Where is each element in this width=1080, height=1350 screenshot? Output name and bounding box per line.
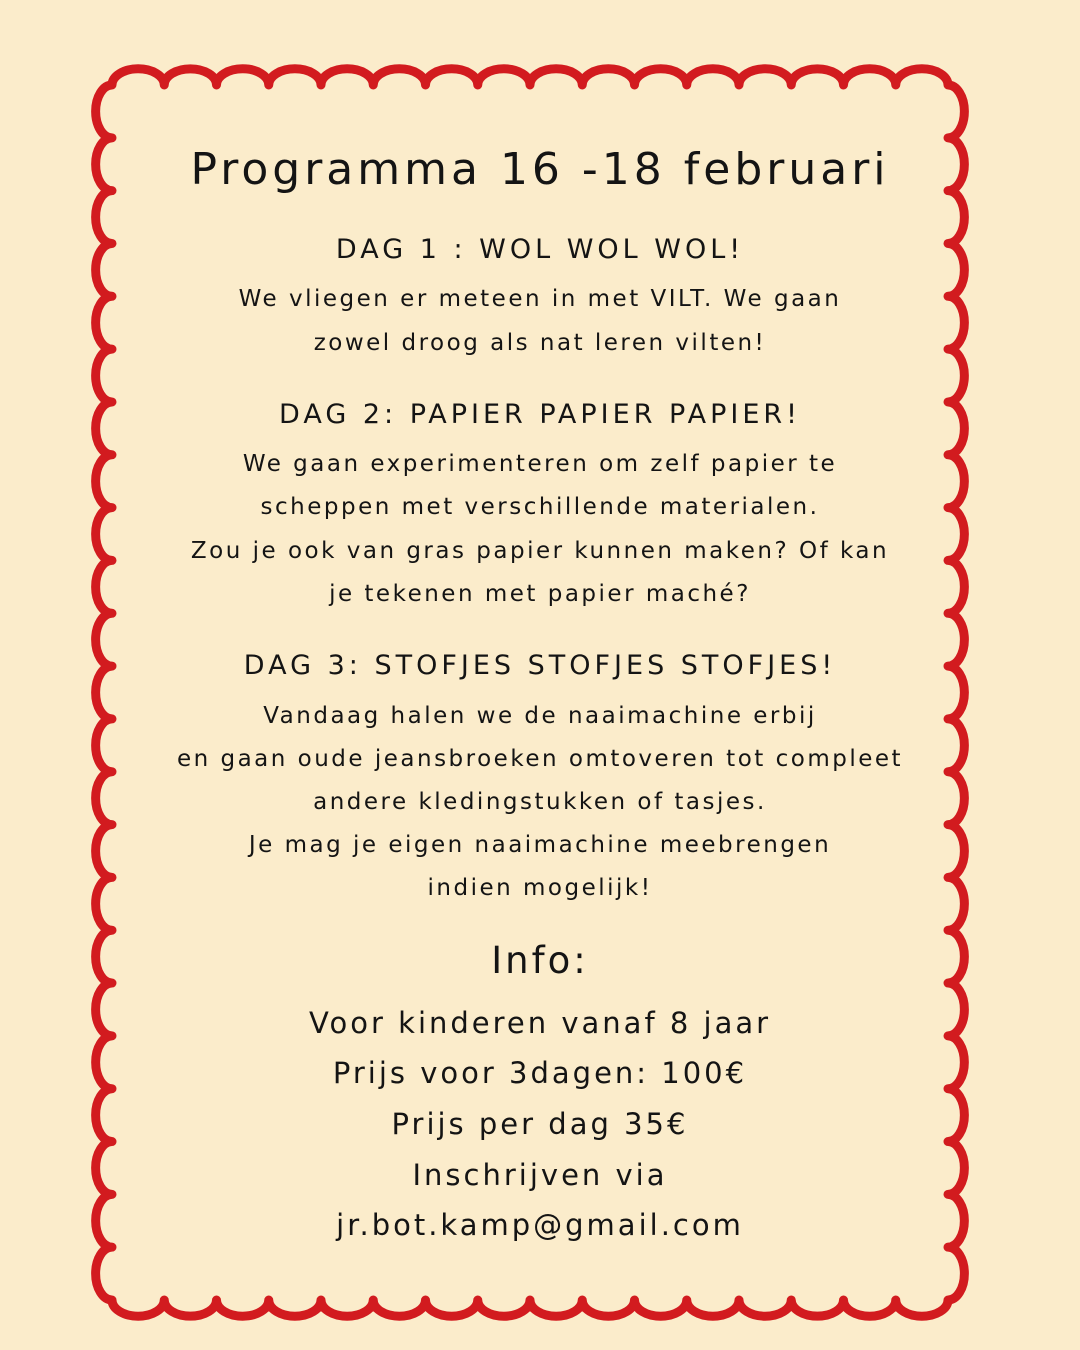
day-2-line-4: je tekenen met papier maché? — [329, 581, 751, 607]
info-price-three-days: Prijs voor 3dagen: 100€ — [332, 1056, 748, 1090]
flyer-content — [130, 0, 950, 1350]
day-3-heading: DAG 3: STOFJES STOFJES STOFJES! — [243, 650, 837, 681]
info-email: jr.bot.kamp@gmail.com — [336, 1208, 744, 1242]
day-3-line-2: en gaan oude jeansbroeken omtoveren tot compleet — [176, 746, 904, 772]
day-3-line-1: Vandaag halen we de naaimachine erbij — [263, 703, 817, 729]
day-1-line-1: We vliegen er meteen in met VILT. We gaan — [238, 286, 842, 312]
day-2-line-3: Zou je ook van gras papier kunnen maken? Of kan — [190, 538, 890, 564]
info-heading: Info: — [491, 939, 589, 982]
day-3-line-5: indien mogelijk! — [427, 875, 653, 901]
day-1-line-2: zowel droog als nat leren vilten! — [313, 330, 767, 356]
info-price-per-day: Prijs per dag 35€ — [391, 1107, 689, 1141]
day-3-line-3: andere kledingstukken of tasjes. — [313, 789, 767, 815]
day-1-heading: DAG 1 : WOL WOL WOL! — [335, 234, 745, 265]
day-2-heading: DAG 2: PAPIER PAPIER PAPIER! — [279, 399, 801, 430]
page-title: Programma 16 -18 februari — [190, 144, 890, 195]
info-age: Voor kinderen vanaf 8 jaar — [308, 1006, 772, 1040]
day-3-line-4: Je mag je eigen naaimachine meebrengen — [248, 832, 832, 858]
day-2-line-2: scheppen met verschillende materialen. — [260, 494, 820, 520]
info-signup: Inschrijven via — [412, 1158, 668, 1192]
day-2-line-1: We gaan experimenteren om zelf papier te — [242, 451, 838, 477]
